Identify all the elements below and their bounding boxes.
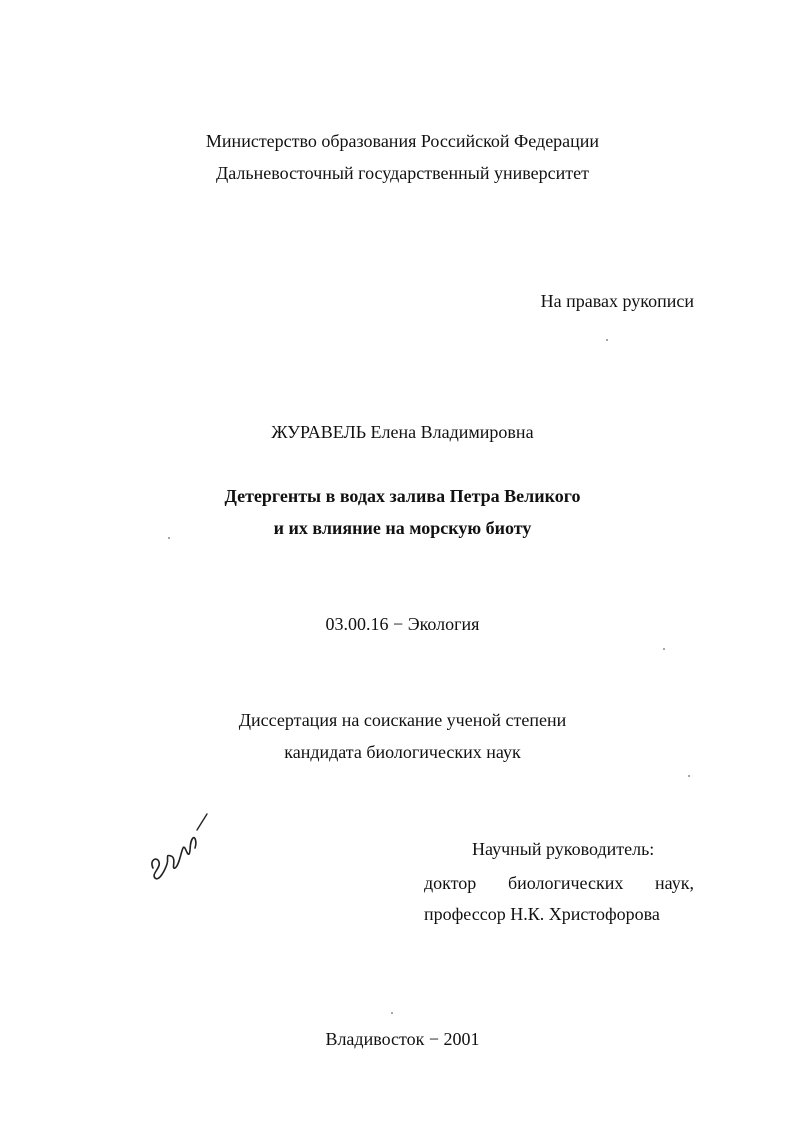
supervisor-degree-word: доктор [424,873,477,893]
scan-speck [168,537,170,539]
ministry-name: Министерство образования Российской Федерации [205,131,600,151]
thesis-title-line-2: и их влияние на морскую биоту [273,518,532,538]
university-name: Дальневосточный государственный университет [216,163,589,183]
scan-speck [663,648,665,650]
supervisor-heading: Научный руководитель: [472,839,655,859]
specialty-code: 03.00.16 − Экология [325,614,480,634]
city-and-year: Владивосток − 2001 [325,1029,480,1049]
author-name: ЖУРАВЕЛЬ Елена Владимировна [271,422,534,442]
supervisor-degree-word: биологических [507,873,624,893]
supervisor-degree [424,872,694,894]
degree-line-1: Диссертация на соискание ученой степени [238,710,567,730]
scan-speck [391,1012,393,1014]
supervisor-name: профессор Н.К. Христофорова [424,904,660,924]
rights-note: На правах рукописи [540,291,694,311]
supervisor-degree-word: наук, [655,873,694,893]
thesis-title-line-1: Детергенты в водах залива Петра Великого [224,486,581,506]
scan-speck [606,339,608,341]
handwritten-signature [145,808,215,888]
scan-speck [688,775,690,777]
degree-line-2: кандидата биологических наук [284,742,521,762]
